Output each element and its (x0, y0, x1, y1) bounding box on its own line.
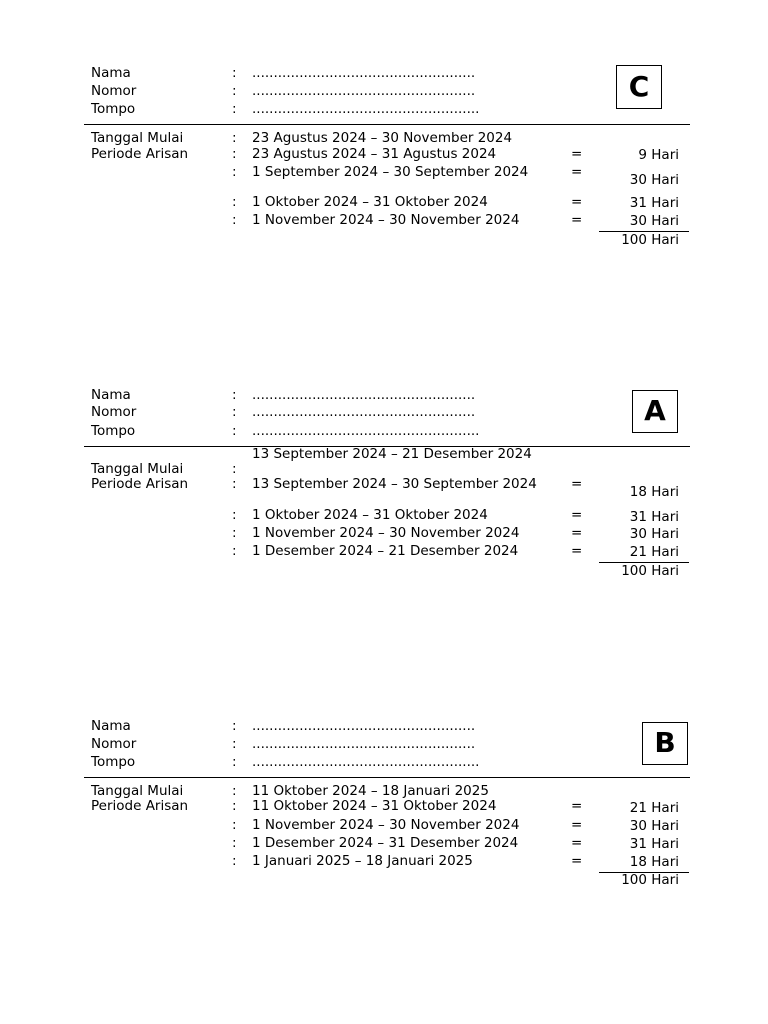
colon: : (232, 783, 237, 799)
colon: : (232, 853, 237, 869)
nama-label: Nama (91, 387, 131, 403)
period-days: 30 Hari (629, 818, 679, 834)
period-days: 18 Hari (629, 484, 679, 500)
colon: : (232, 130, 237, 146)
equals-sign: = (571, 817, 583, 833)
nomor-label: Nomor (91, 736, 137, 752)
equals-sign: = (571, 212, 583, 228)
nomor-field: .................................................... (252, 736, 476, 752)
colon: : (232, 423, 237, 439)
colon: : (232, 718, 237, 734)
nama-field: .................................................... (252, 387, 476, 403)
colon: : (232, 65, 237, 81)
equals-sign: = (571, 853, 583, 869)
colon: : (232, 83, 237, 99)
tanggal-mulai-value: 13 September 2024 – 21 Desember 2024 (252, 446, 532, 462)
colon: : (232, 164, 237, 180)
periode-arisan-label: Periode Arisan (91, 476, 189, 492)
colon: : (232, 476, 237, 492)
colon: : (232, 798, 237, 814)
nomor-label: Nomor (91, 83, 137, 99)
nomor-label: Nomor (91, 404, 137, 420)
tompo-field: ..................................................... (252, 101, 480, 117)
colon: : (232, 507, 237, 523)
colon: : (232, 543, 237, 559)
colon: : (232, 525, 237, 541)
nomor-field: .................................................... (252, 83, 476, 99)
period-range: 13 September 2024 – 30 September 2024 (252, 476, 537, 492)
tanggal-mulai-label: Tanggal Mulai (91, 130, 184, 146)
equals-sign: = (571, 835, 583, 851)
colon: : (232, 754, 237, 770)
nama-label: Nama (91, 718, 131, 734)
period-days: 21 Hari (629, 544, 679, 560)
colon: : (232, 387, 237, 403)
tompo-label: Tompo (91, 754, 136, 770)
colon: : (232, 146, 237, 162)
period-days: 30 Hari (629, 526, 679, 542)
period-days: 18 Hari (629, 854, 679, 870)
period-days: 31 Hari (629, 195, 679, 211)
tompo-label: Tompo (91, 101, 136, 117)
tompo-label: Tompo (91, 423, 136, 439)
group-code-badge: A (632, 390, 678, 433)
total-days: 100 Hari (621, 232, 679, 248)
divider (84, 777, 690, 778)
equals-sign: = (571, 798, 583, 814)
colon: : (232, 835, 237, 851)
tanggal-mulai-label: Tanggal Mulai (91, 783, 184, 799)
nama-field: .................................................... (252, 718, 476, 734)
period-days: 30 Hari (629, 213, 679, 229)
equals-sign: = (571, 525, 583, 541)
total-days: 100 Hari (621, 872, 679, 888)
equals-sign: = (571, 507, 583, 523)
group-code-badge: C (616, 65, 662, 109)
equals-sign: = (571, 476, 583, 492)
colon: : (232, 817, 237, 833)
period-range: 1 Desember 2024 – 21 Desember 2024 (252, 543, 519, 559)
equals-sign: = (571, 164, 583, 180)
periode-arisan-label: Periode Arisan (91, 798, 189, 814)
tanggal-mulai-value: 23 Agustus 2024 – 30 November 2024 (252, 130, 513, 146)
colon: : (232, 101, 237, 117)
nomor-field: .................................................... (252, 404, 476, 420)
group-code-badge: B (642, 722, 688, 765)
tanggal-mulai-label: Tanggal Mulai (91, 461, 184, 477)
colon: : (232, 194, 237, 210)
period-range: 1 Desember 2024 – 31 Desember 2024 (252, 835, 519, 851)
divider (84, 124, 690, 125)
period-days: 31 Hari (629, 509, 679, 525)
period-range: 11 Oktober 2024 – 31 Oktober 2024 (252, 798, 497, 814)
equals-sign: = (571, 146, 583, 162)
nama-label: Nama (91, 65, 131, 81)
period-range: 23 Agustus 2024 – 31 Agustus 2024 (252, 146, 497, 162)
period-range: 1 November 2024 – 30 November 2024 (252, 212, 520, 228)
total-days: 100 Hari (621, 563, 679, 579)
equals-sign: = (571, 194, 583, 210)
colon: : (232, 736, 237, 752)
colon: : (232, 461, 237, 477)
periode-arisan-label: Periode Arisan (91, 146, 189, 162)
tompo-field: ..................................................... (252, 754, 480, 770)
colon: : (232, 212, 237, 228)
period-range: 1 Oktober 2024 – 31 Oktober 2024 (252, 507, 488, 523)
period-days: 30 Hari (629, 172, 679, 188)
period-range: 1 Januari 2025 – 18 Januari 2025 (252, 853, 473, 869)
tompo-field: ..................................................... (252, 423, 480, 439)
period-range: 1 November 2024 – 30 November 2024 (252, 817, 520, 833)
period-range: 1 Oktober 2024 – 31 Oktober 2024 (252, 194, 488, 210)
period-range: 1 November 2024 – 30 November 2024 (252, 525, 520, 541)
period-days: 31 Hari (629, 836, 679, 852)
period-days: 21 Hari (629, 800, 679, 816)
tanggal-mulai-value: 11 Oktober 2024 – 18 Januari 2025 (252, 783, 489, 799)
colon: : (232, 404, 237, 420)
period-days: 9 Hari (638, 147, 679, 163)
equals-sign: = (571, 543, 583, 559)
nama-field: .................................................... (252, 65, 476, 81)
period-range: 1 September 2024 – 30 September 2024 (252, 164, 529, 180)
